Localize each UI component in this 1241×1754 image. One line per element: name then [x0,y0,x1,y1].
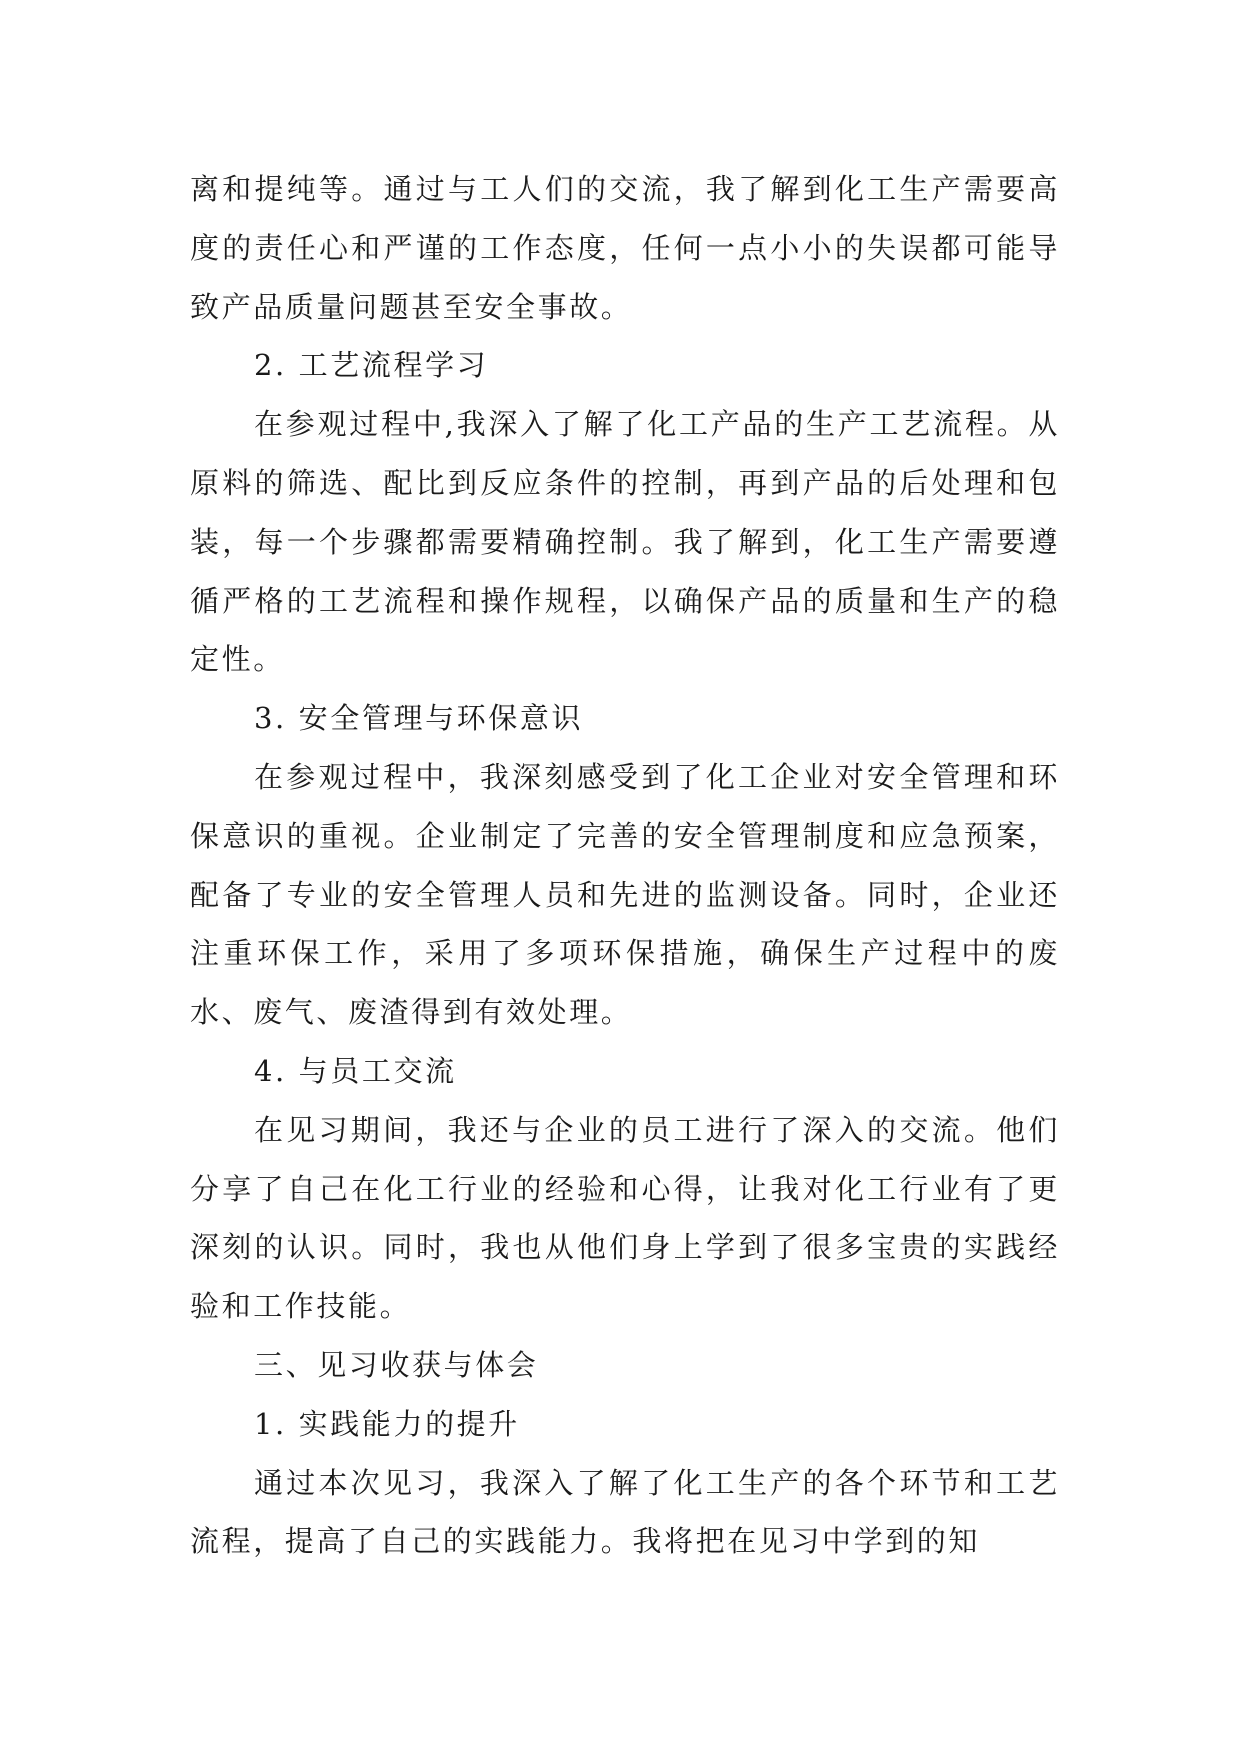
paragraph-continued: 离和提纯等。通过与工人们的交流，我了解到化工生产需要高度的责任心和严谨的工作态度，任何一点小小的失误都可能导致产品质量问题甚至安全事故。 [190,172,1060,324]
section-heading-safety: 3. 安全管理与环保意识 [254,701,584,736]
section-heading-process-study: 2. 工艺流程学习 [254,348,489,383]
section-heading-practice: 1. 实践能力的提升 [254,1406,520,1441]
paragraph-process: 在参观过程中,我深入了解了化工产品的生产工艺流程。从原料的筛选、配比到反应条件的控制，再到产品的后处理和包装，每一个步骤都需要精确控制。我了解到，化工生产需要遵循严格的工艺流程和操作规程，以确保产品的质量和生产的稳定性。 [190,407,1060,677]
document-page [190,160,1060,1571]
section-heading-staff: 4. 与员工交流 [254,1053,457,1088]
chapter-heading-gains: 三、见习收获与体会 [254,1347,539,1382]
paragraph-safety: 在参观过程中，我深刻感受到了化工企业对安全管理和环保意识的重视。企业制定了完善的安全管理制度和应急预案，配备了专业的安全管理人员和先进的监测设备。同时，企业还注重环保工作，采用了多项环保措施，确保生产过程中的废水、废气、废渣得到有效处理。 [190,759,1060,1030]
paragraph-practice: 通过本次见习，我深入了解了化工生产的各个环节和工艺流程，提高了自己的实践能力。我将把在见习中学到的知 [190,1465,1060,1559]
paragraph-staff: 在见习期间，我还与企业的员工进行了深入的交流。他们分享了自己在化工行业的经验和心得，让我对化工行业有了更深刻的认识。同时，我也从他们身上学到了很多宝贵的实践经验和工作技能。 [190,1112,1060,1324]
